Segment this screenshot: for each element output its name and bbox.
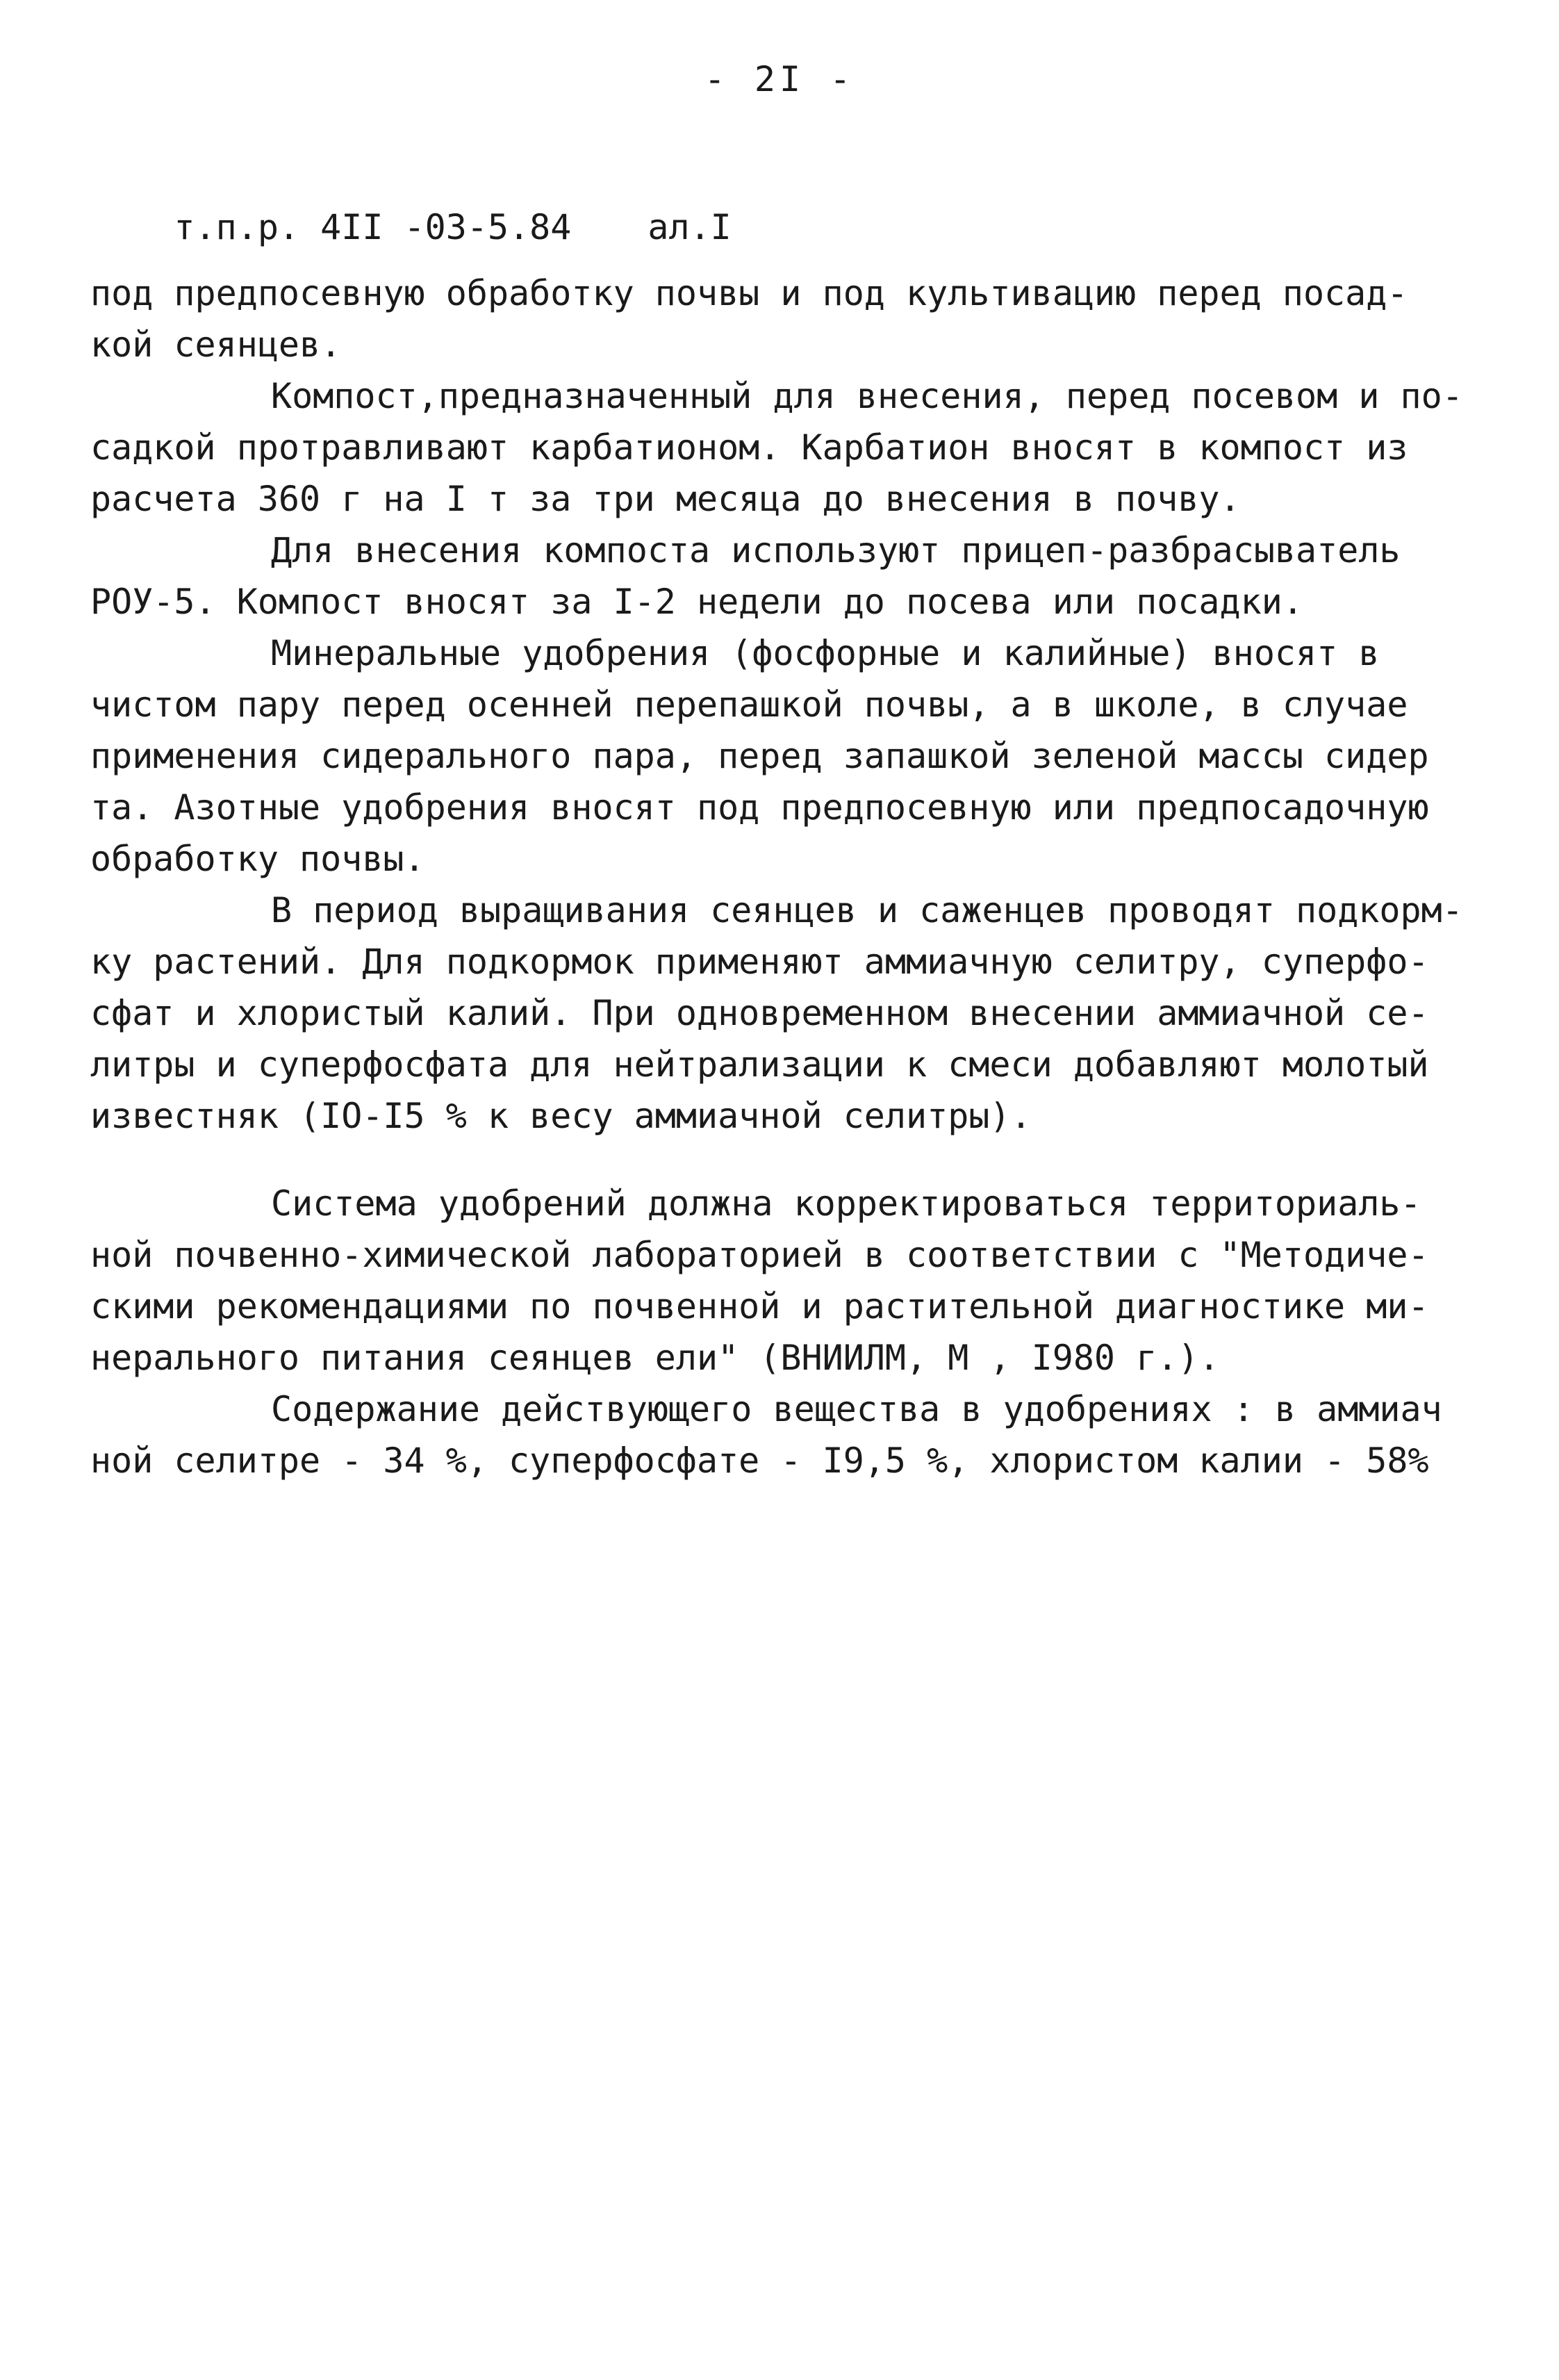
text-line: сфат и хлористый калий. При одновременном внесении аммиачной се-	[90, 993, 1429, 1033]
text-line: Система удобрений должна корректироваться территориаль-	[271, 1183, 1421, 1224]
text-line: нерального питания сеянцев ели" (ВНИИЛМ, М , I980 г.).	[90, 1338, 1220, 1378]
page-number: - 2I -	[704, 59, 855, 99]
document-code: т.п.р. 4II -03-5.84	[174, 207, 572, 247]
text-line: чистом пару перед осенней перепашкой почвы, а в школе, в случае	[90, 684, 1408, 725]
paragraph	[90, 525, 1494, 627]
paragraph	[90, 370, 1494, 525]
paragraph	[90, 1178, 1494, 1384]
text-line: скими рекомендациями по почвенной и растительной диагностике ми-	[90, 1286, 1429, 1327]
text-line: Компост,предназначенный для внесения, перед посевом и по-	[271, 376, 1463, 416]
text-line: расчета 360 г на I т за три месяца до внесения в почву.	[90, 479, 1241, 519]
text-line: ку растений. Для подкормок применяют аммиачную селитру, суперфо-	[90, 942, 1429, 982]
paragraph	[90, 885, 1494, 1142]
text-line: кой сеянцев.	[90, 325, 342, 365]
text-line: та. Азотные удобрения вносят под предпосевную или предпосадочную	[90, 787, 1429, 828]
text-line: применения сидерального пара, перед запашкой зеленой массы сидер	[90, 736, 1429, 776]
body-text	[90, 268, 1494, 1486]
text-line: РОУ-5. Компост вносят за I-2 недели до посева или посадки.	[90, 582, 1303, 622]
text-line: под предпосевную обработку почвы и под культивацию перед посад-	[90, 273, 1408, 313]
text-line: ной селитре - 34 %, суперфосфате - I9,5 %, хлористом калии - 58%	[90, 1441, 1429, 1481]
paragraph	[90, 268, 1494, 370]
text-line: Минеральные удобрения (фосфорные и калийные) вносят в	[271, 633, 1380, 673]
text-line: известняк (IO-I5 % к весу аммиачной селитры).	[90, 1096, 1032, 1136]
text-line: В период выращивания сеянцев и саженцев проводят подкорм-	[271, 890, 1463, 930]
text-line: литры и суперфосфата для нейтрализации к смеси добавляют молотый	[90, 1044, 1429, 1085]
text-line: Для внесения компоста используют прицеп-разбрасыватель	[271, 530, 1401, 571]
paragraph-gap	[90, 1142, 1494, 1178]
text-line: ной почвенно-химической лабораторией в соответствии с "Методиче-	[90, 1235, 1429, 1275]
text-line: Содержание действующего вещества в удобрениях : в аммиач	[271, 1389, 1442, 1429]
paragraph	[90, 627, 1494, 885]
text-line: садкой протравливают карбатионом. Карбатион вносят в компост из	[90, 427, 1408, 468]
text-line: обработку почвы.	[90, 839, 425, 879]
sheet-label: ал.I	[647, 207, 732, 247]
paragraph	[90, 1384, 1494, 1486]
